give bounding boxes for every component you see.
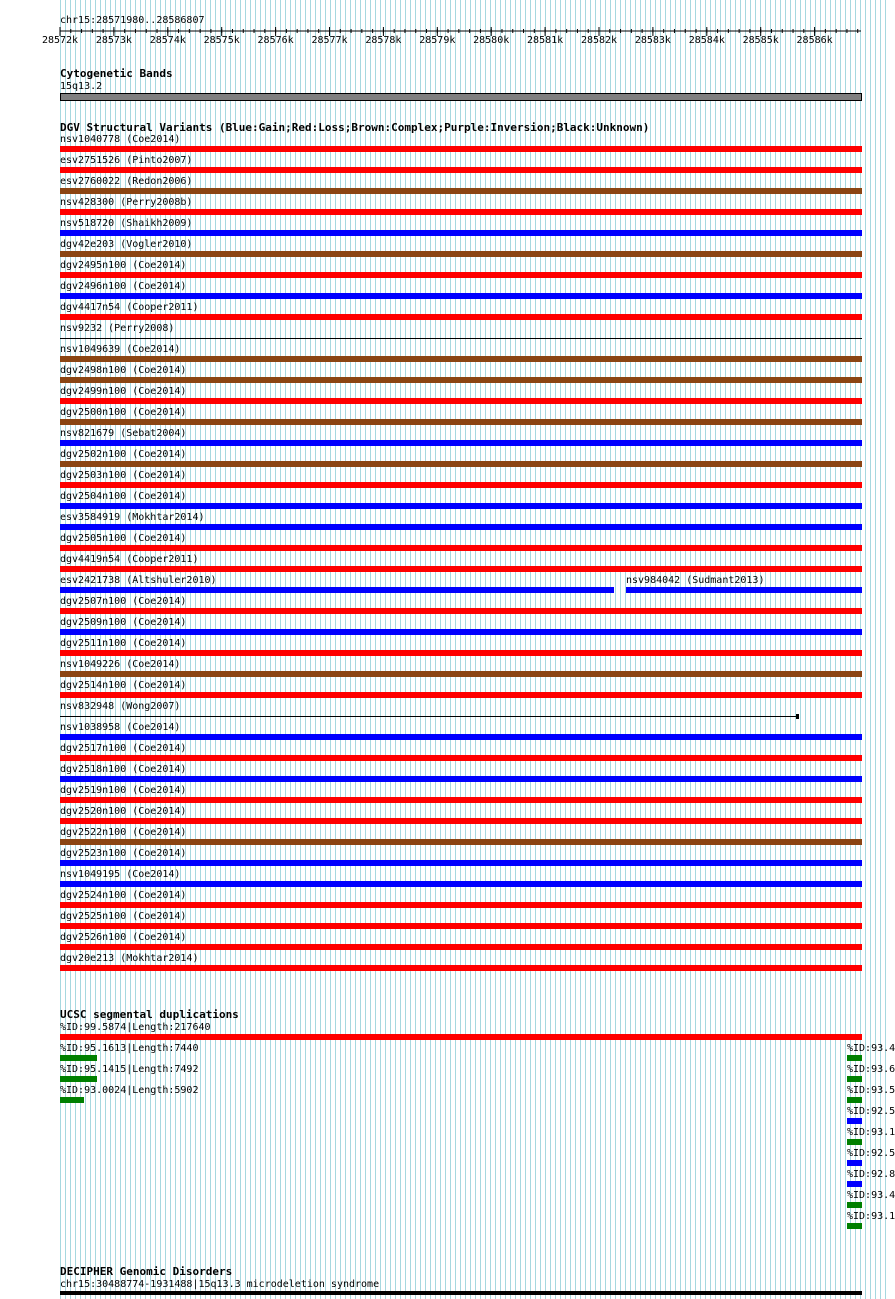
cytoband-bar[interactable] <box>60 93 862 101</box>
dgv-variant-label: dgv2523n100 (Coe2014) <box>60 848 187 859</box>
dgv-variant-bar[interactable] <box>60 314 862 320</box>
ruler-tick-label: 28585k <box>742 35 779 46</box>
dgv-variant-label: dgv4417n54 (Cooper2011) <box>60 302 199 313</box>
dgv-variant-bar[interactable] <box>60 377 862 383</box>
dgv-variant-label: dgv2514n100 (Coe2014) <box>60 680 187 691</box>
dgv-variant-bar[interactable] <box>60 338 862 339</box>
segdup-feature-label: %ID:95.1613|Length:7440 <box>60 1043 199 1054</box>
dgv-variant-label: esv2751526 (Pinto2007) <box>60 155 193 166</box>
dgv-variant-bar-end[interactable] <box>796 714 799 719</box>
segdup-feature-bar[interactable] <box>60 1076 97 1082</box>
dgv-variant-label: nsv518720 (Shaikh2009) <box>60 218 193 229</box>
dgv-variant-label: dgv20e213 (Mokhtar2014) <box>60 953 199 964</box>
dgv-variant-label: dgv42e203 (Vogler2010) <box>60 239 193 250</box>
dgv-variant-bar[interactable] <box>60 629 862 635</box>
ruler-tick-label: 28574k <box>149 35 186 46</box>
dgv-variant-label: esv3584919 (Mokhtar2014) <box>60 512 205 523</box>
dgv-variant-label: dgv2518n100 (Coe2014) <box>60 764 187 775</box>
dgv-variant-bar[interactable] <box>60 545 862 551</box>
ruler-tick-label: 28576k <box>257 35 294 46</box>
dgv-variant-label: nsv428300 (Perry2008b) <box>60 197 193 208</box>
dgv-variant-label: nsv1049226 (Coe2014) <box>60 659 181 670</box>
ruler-tick-label: 28572k <box>41 35 79 46</box>
ruler-tick-label: 28580k <box>473 35 510 46</box>
segdup-feature-label: %ID:95.1415|Length:7492 <box>60 1064 199 1075</box>
dgv-variant-bar[interactable] <box>60 734 862 740</box>
segdup-feature-bar[interactable] <box>847 1160 862 1166</box>
dgv-variant-label: nsv1040778 (Coe2014) <box>60 134 181 145</box>
segdup-feature-label: %ID:93.1 <box>847 1127 895 1138</box>
dgv-track-title: DGV Structural Variants (Blue:Gain;Red:Loss;Brown:Complex;Purple:Inversion;Black:Unknown) <box>60 121 650 134</box>
dgv-variant-bar[interactable] <box>60 230 862 236</box>
dgv-variant-label: dgv2524n100 (Coe2014) <box>60 890 187 901</box>
dgv-variant-bar[interactable] <box>60 251 862 257</box>
segdup-feature-bar[interactable] <box>60 1097 84 1103</box>
dgv-variant-bar[interactable] <box>60 860 862 866</box>
segdup-feature-bar[interactable] <box>847 1223 862 1229</box>
dgv-variant-bar[interactable] <box>60 650 862 656</box>
dgv-variant-bar[interactable] <box>60 776 862 782</box>
dgv-variant-bar[interactable] <box>60 944 862 950</box>
dgv-variant-label: nsv984042 (Sudmant2013) <box>626 575 765 586</box>
ruler-tick-label: 28575k <box>203 35 240 46</box>
dgv-variant-bar[interactable] <box>60 566 862 572</box>
segdup-feature-label: %ID:93.4 <box>847 1190 895 1201</box>
dgv-variant-bar[interactable] <box>60 965 862 971</box>
decipher-track-title: DECIPHER Genomic Disorders <box>60 1265 233 1278</box>
dgv-variant-label: dgv2509n100 (Coe2014) <box>60 617 187 628</box>
segdup-track-title: UCSC segmental duplications <box>60 1008 239 1021</box>
dgv-variant-label: nsv1049195 (Coe2014) <box>60 869 181 880</box>
dgv-variant-label: dgv2504n100 (Coe2014) <box>60 491 187 502</box>
segdup-feature-label: %ID:92.5 <box>847 1106 895 1117</box>
segdup-feature-bar[interactable] <box>847 1118 862 1124</box>
dgv-variant-bar[interactable] <box>60 356 862 362</box>
segdup-feature-label: %ID:93.6 <box>847 1064 895 1075</box>
dgv-variant-label: dgv2507n100 (Coe2014) <box>60 596 187 607</box>
segdup-feature-label: %ID:93.0024|Length:5902 <box>60 1085 199 1096</box>
dgv-variant-bar[interactable] <box>60 440 862 446</box>
segdup-feature-bar[interactable] <box>847 1097 862 1103</box>
dgv-variant-label: dgv2495n100 (Coe2014) <box>60 260 187 271</box>
dgv-variant-bar[interactable] <box>60 272 862 278</box>
dgv-variant-label: nsv821679 (Sebat2004) <box>60 428 187 439</box>
ruler-tick-label: 28586k <box>796 35 833 46</box>
dgv-variant-bar[interactable] <box>60 755 862 761</box>
dgv-variant-label: nsv1049639 (Coe2014) <box>60 344 181 355</box>
dgv-variant-label: nsv9232 (Perry2008) <box>60 323 175 334</box>
ruler-tick-label: 28573k <box>95 35 132 46</box>
segdup-feature-bar[interactable] <box>847 1055 862 1061</box>
dgv-variant-bar[interactable] <box>60 671 862 677</box>
dgv-variant-bar[interactable] <box>60 818 862 824</box>
dgv-variant-label: dgv2511n100 (Coe2014) <box>60 638 187 649</box>
segdup-feature-label: %ID:93.5 <box>847 1085 895 1096</box>
ruler-tick-label: 28581k <box>527 35 564 46</box>
dgv-variant-label: esv2421738 (Altshuler2010) <box>60 575 217 586</box>
dgv-variant-label: dgv2498n100 (Coe2014) <box>60 365 187 376</box>
dgv-variant-label: dgv2503n100 (Coe2014) <box>60 470 187 481</box>
segdup-main-bar[interactable] <box>60 1034 862 1040</box>
decipher-bar[interactable] <box>60 1291 862 1295</box>
segdup-feature-bar[interactable] <box>847 1076 862 1082</box>
ruler-tick-label: 28578k <box>365 35 402 46</box>
segdup-feature-label: %ID:93.1 <box>847 1211 895 1222</box>
segdup-feature-bar[interactable] <box>847 1181 862 1187</box>
dgv-variant-bar[interactable] <box>60 398 862 404</box>
dgv-variant-bar[interactable] <box>626 587 862 593</box>
dgv-variant-bar[interactable] <box>60 146 862 152</box>
segdup-feature-bar[interactable] <box>60 1055 97 1061</box>
segdup-feature-label: %ID:92.8 <box>847 1169 895 1180</box>
dgv-variant-label: dgv2505n100 (Coe2014) <box>60 533 187 544</box>
dgv-variant-bar[interactable] <box>60 839 862 845</box>
dgv-variant-label: nsv1038958 (Coe2014) <box>60 722 181 733</box>
decipher-label: chr15:30488774-1931488|15q13.3 microdeletion syndrome <box>60 1279 380 1290</box>
dgv-variant-label: dgv2519n100 (Coe2014) <box>60 785 187 796</box>
dgv-variant-label: dgv2500n100 (Coe2014) <box>60 407 187 418</box>
segdup-feature-bar[interactable] <box>847 1202 862 1208</box>
dgv-variant-label: dgv4419n54 (Cooper2011) <box>60 554 199 565</box>
dgv-variant-label: dgv2499n100 (Coe2014) <box>60 386 187 397</box>
segdup-main-label: %ID:99.5874|Length:217640 <box>60 1022 211 1033</box>
dgv-variant-label: dgv2517n100 (Coe2014) <box>60 743 187 754</box>
dgv-variant-label: dgv2526n100 (Coe2014) <box>60 932 187 943</box>
cytoband-track-title: Cytogenetic Bands <box>60 67 173 80</box>
dgv-variant-label: nsv832948 (Wong2007) <box>60 701 181 712</box>
dgv-variant-bar[interactable] <box>60 524 862 530</box>
dgv-variant-bar[interactable] <box>60 167 862 173</box>
ruler-tick-label: 28577k <box>311 35 348 46</box>
dgv-variant-bar[interactable] <box>60 902 862 908</box>
dgv-variant-bar[interactable] <box>60 482 862 488</box>
dgv-variant-bar[interactable] <box>60 461 862 467</box>
dgv-variant-bar[interactable] <box>60 923 862 929</box>
ruler-tick-label: 28583k <box>634 35 671 46</box>
segdup-feature-bar[interactable] <box>847 1139 862 1145</box>
dgv-variant-label: dgv2525n100 (Coe2014) <box>60 911 187 922</box>
dgv-variant-label: dgv2522n100 (Coe2014) <box>60 827 187 838</box>
dgv-variant-label: esv2760022 (Redon2006) <box>60 176 193 187</box>
dgv-variant-bar[interactable] <box>60 716 798 717</box>
cytoband-label: 15q13.2 <box>60 81 103 92</box>
segdup-feature-label: %ID:92.5 <box>847 1148 895 1159</box>
ruler-location: chr15:28571980..28586807 <box>60 15 205 26</box>
dgv-variant-bar[interactable] <box>60 608 862 614</box>
dgv-variant-bar[interactable] <box>60 881 862 887</box>
dgv-variant-bar[interactable] <box>60 503 862 509</box>
dgv-variant-label: dgv2496n100 (Coe2014) <box>60 281 187 292</box>
dgv-variant-bar[interactable] <box>60 419 862 425</box>
ruler-tick-label: 28584k <box>688 35 725 46</box>
dgv-variant-bar[interactable] <box>60 692 862 698</box>
ruler-tick-label: 28579k <box>419 35 456 46</box>
dgv-variant-bar[interactable] <box>60 293 862 299</box>
segdup-feature-label: %ID:93.4 <box>847 1043 895 1054</box>
dgv-variant-label: dgv2502n100 (Coe2014) <box>60 449 187 460</box>
dgv-variant-bar[interactable] <box>60 587 614 593</box>
dgv-variant-bar[interactable] <box>60 209 862 215</box>
ruler-tick-label: 28582k <box>580 35 618 46</box>
dgv-variant-bar[interactable] <box>60 188 862 194</box>
dgv-variant-bar[interactable] <box>60 797 862 803</box>
dgv-variant-label: dgv2520n100 (Coe2014) <box>60 806 187 817</box>
